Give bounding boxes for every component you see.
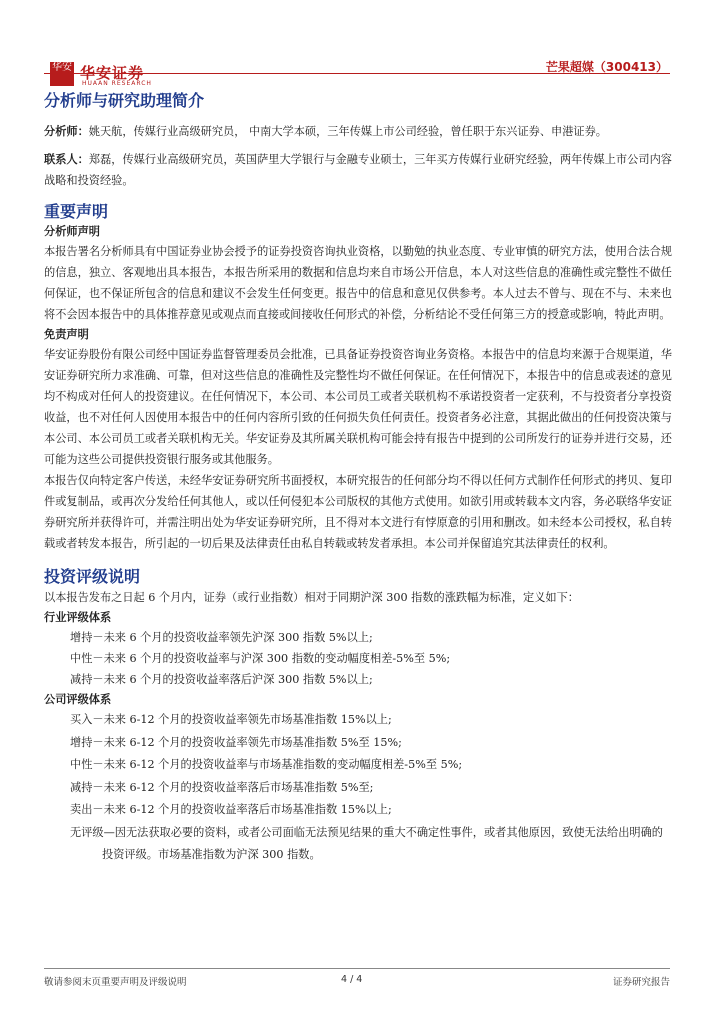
header-divider (44, 73, 670, 74)
industry-rating-item: 减持－未来 6 个月的投资收益率落后沪深 300 指数 5%以上; (70, 673, 373, 686)
company-rating-item: 买入－未来 6-12 个月的投资收益率领先市场基准指数 15%以上; (70, 713, 392, 726)
contact-label: 联系人： (44, 152, 89, 166)
footer-right: 证券研究报告 (612, 977, 670, 988)
analyst-intro (44, 121, 672, 142)
company-logo (50, 62, 220, 88)
rating-intro: 以本报告发布之日起 6 个月内，证券（或行业指数）相对于同期沪深 300 指数的涨跌幅为标准，定义如下： (44, 591, 579, 604)
footer-left: 敬请参阅末页重要声明及评级说明 (44, 977, 187, 988)
disclaimer-paragraph-1: 华安证券股份有限公司经中国证券监督管理委员会批准，已具备证券投资咨询业务资格。本报告中的信息均来源于合规渠道，华安证券研究所力求准确、可靠，但对这些信息的准确性及完整性均不做任何保证。在任何情况下，本报告中的信息或表述的意见均不构成对任何人的投资建议。在任何情况下，本公司、本公司员工或者关联机构不承诺投资者一定获利，不与投资者分享投资收益，也不对任何人因使用本报告中的任何内容所引致的任何损失负任何责任。投资者务必注意，其据此做出的任何投资决策与本公司、本公司员工或者关联机构无关。华安证券及其所属关联机构可能会持有报告中提到的公司所发行的证券并进行交易，还可能为这些公司提供投资银行服务或其他服务。 (44, 348, 672, 466)
disclaimer-title: 免责声明 (44, 328, 89, 341)
company-rating-item: 中性－未来 6-12 个月的投资收益率与市场基准指数的变动幅度相差-5%至 5%; (70, 758, 463, 771)
industry-rating-item: 增持－未来 6 个月的投资收益率领先沪深 300 指数 5%以上; (70, 631, 373, 644)
contact-intro (44, 149, 672, 191)
rating-section-title: 投资评级说明 (44, 567, 141, 586)
company-rating-title: 公司评级体系 (44, 693, 112, 706)
page-content (44, 88, 672, 867)
contact-text: 郑磊，传媒行业高级研究员，英国萨里大学银行与金融专业硕士，三年买方传媒行业研究经验，两年传媒上市公司内容战略和投资经验。 (44, 153, 672, 187)
disclaimer-section-title: 重要声明 (44, 202, 109, 221)
company-rating-item: 增持－未来 6-12 个月的投资收益率领先市场基准指数 5%至 15%; (70, 735, 402, 749)
analyst-statement: 本报告署名分析师具有中国证券业协会授予的证券投资咨询执业资格，以勤勉的执业态度、专业审慎的研究方法，使用合法合规的信息，独立、客观地出具本报告，本报告所采用的数据和信息均来自市场公开信息，本人对这些信息的准确性或完整性不做任何保证，也不保证所包含的信息和建议不会发生任何变更。报告中的信息和意见仅供参考。本人过去不曾与、现在不与、未来也将不会因本报告中的具体推荐意见或观点而直接或间接收任何形式的补偿，分析结论不受任何第三方的授意或影响，特此声明。 (44, 245, 672, 321)
logo-name: 华安证券 (80, 64, 145, 82)
company-rating-item: 减持－未来 6-12 个月的投资收益率落后市场基准指数 5%至; (70, 780, 374, 794)
disclaimer-paragraph-2: 本报告仅向特定客户传送，未经华安证券研究所书面授权，本研究报告的任何部分均不得以任何方式制作任何形式的拷贝、复印件或复制品，或再次分发给任何其他人，或以任何侵犯本公司版权的其他方式使用。如欲引用或转载本文内容，务必联络华安证券研究所并获得许可，并需注明出处为华安证券研究所，且不得对本文进行有悖原意的引用和删改。如未经本公司授权，私自转载或者转发本报告，所引起的一切后果及法律责任由私自转载或转发者承担。本公司并保留追究其法律责任的权利。 (44, 474, 672, 550)
page-number: 4 / 4 (341, 974, 363, 985)
report-code: 芒果超媒（300413） (545, 60, 668, 74)
analyst-label: 分析师： (44, 124, 89, 138)
analyst-text: 姚天航，传媒行业高级研究员， 中南大学本硕，三年传媒上市公司经验，曾任职于东兴证券、申港证券。 (88, 125, 607, 138)
company-rating-item: 无评级—因无法获取必要的资料，或者公司面临无法预见结果的重大不确定性事件，或者其他原因，致使无法给出明确的投资评级。市场基准指数为沪深 300 指数。 (70, 825, 663, 861)
industry-rating-item: 中性－未来 6 个月的投资收益率与沪深 300 指数的变动幅度相差-5%至 5%; (70, 652, 451, 665)
footer-divider (44, 968, 670, 969)
logo-mark: 华安 (50, 62, 74, 86)
analyst-section-title: 分析师与研究助理简介 (44, 91, 205, 110)
logo-subtitle: HUAAN RESEARCH (82, 80, 152, 87)
industry-rating-title: 行业评级体系 (44, 611, 112, 624)
company-rating-item: 卖出－未来 6-12 个月的投资收益率落后市场基准指数 15%以上; (70, 803, 392, 816)
analyst-statement-title: 分析师声明 (44, 225, 100, 238)
